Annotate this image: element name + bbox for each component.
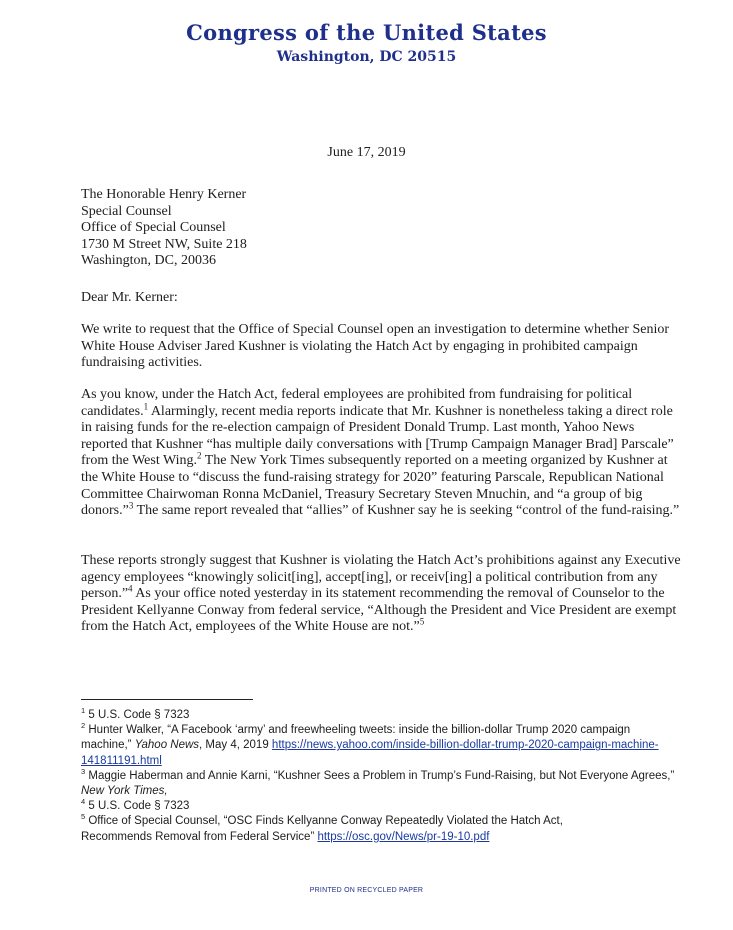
footnote-2 [81,723,681,769]
footnote-text: Maggie Haberman and Annie Karni, “Kushner Sees a Problem in Trump’s Fund-Raising, but Not Everyone Agrees,” [85,769,675,782]
footnote-text: Hunter Walker, “A Facebook ‘army’ and freewheeling tweets: inside the billion-dollar Trump 2020 campaign machine,” [81,724,631,752]
letter-date: June 17, 2019 [327,145,406,160]
paragraph-1: We write to request that the Office of Special Counsel open an investigation to determine whether Senior White House Adviser Jared Kushner is violating the Hatch Act by engaging in prohibited campaign fundraising activities. [81,322,669,371]
address-line: Office of Special Counsel [81,220,226,236]
footnote-text: Office of Special Counsel, “OSC Finds Kellyanne Conway Repeatedly Violated the Hatch Act, [85,815,563,828]
footnote-source: Yahoo News [134,739,200,752]
paragraph-text: Alarmingly, recent media reports indicate that Mr. Kushner is nonetheless taking a direct role in raising funds for the re-election campaign of President Donald Trump. Last month, Yahoo News reported that Kushner “has multiple daily conversations with [Trump Campaign Manager Brad] Parscale” from the West Wing. [81,403,674,469]
paragraph-text: These reports strongly suggest that Kushner is violating the Hatch Act’s prohibitions against any Executive agency employees “knowingly solicit[ing], accept[ing], or receiv[ing] a political contribution from any person.” [81,553,681,602]
salutation: Dear Mr. Kerner: [81,290,178,305]
footnote-text: 5 U.S. Code § 7323 [85,709,190,721]
footnote-number: 5 [81,812,86,822]
footnote-4 [81,799,681,814]
letterhead-subtitle: Washington, DC 20515 [276,49,457,65]
address-line: Special Counsel [81,203,172,219]
footnotes [81,708,681,845]
address-line: 1730 M Street NW, Suite 218 [81,236,247,252]
paragraph-2 [81,387,681,520]
footnote-number: 2 [81,721,86,731]
letterhead-title: Congress of the United States [186,20,547,45]
footnote-5 [81,814,681,844]
address-line: The Honorable Henry Kerner [81,187,247,202]
paragraph-3 [81,553,681,636]
footnote-ref[interactable]: 1 [143,400,149,411]
footnote-link[interactable]: https://news.yahoo.com/inside-billion-dollar-trump-2020-campaign-machine-141811191.html [81,739,659,767]
address-line: Washington, DC, 20036 [81,253,216,269]
footnote-link[interactable]: https://osc.gov/News/pr-19-10.pdf [317,830,490,843]
paragraph-text: As your office noted yesterday in its statement recommending the removal of Counselor to the President Kellyanne Conway from federal service, “Although the President and Vice President are exempt from the Hatch Act, employees of the White House are not.” [81,586,677,635]
recycled-paper-notice: PRINTED ON RECYCLED PAPER [309,887,424,894]
footnote-text: 5 U.S. Code § 7323 [85,800,190,813]
letterhead [0,20,733,66]
footnote-ref[interactable]: 5 [419,616,425,627]
footnote-ref[interactable]: 3 [128,500,134,511]
recipient-address [81,187,681,270]
footnote-3 [81,766,681,799]
footnote-ref[interactable]: 2 [197,450,202,461]
footnote-date: , May 4, 2019 [199,739,272,752]
footnote-source: New York Times, [81,785,168,798]
footnote-divider [81,699,253,700]
footnote-text: Recommends Removal from Federal Service” [81,830,318,843]
paragraph-text: The New York Times subsequently reported on a meeting organized by Kushner at the White House to “discuss the fund-raising strategy for 2020” featuring Parscale, Republican National Committee Chairwoman Ronna McDaniel, Treasury Secretary Steven Mnuchin, and “a group of big donors.” [81,453,668,519]
footnote-number: 4 [81,797,86,807]
footnote-1 [81,708,681,723]
paragraph-text: As you know, under the Hatch Act, federal employees are prohibited from fundraising for political candidates. [81,387,633,419]
footnote-number: 1 [81,706,86,716]
paragraph-text: The same report revealed that “allies” of Kushner say he is seeking “control of the fund-raising.” [133,503,680,519]
footnote-number: 3 [81,766,86,776]
footnote-ref[interactable]: 4 [128,583,133,594]
